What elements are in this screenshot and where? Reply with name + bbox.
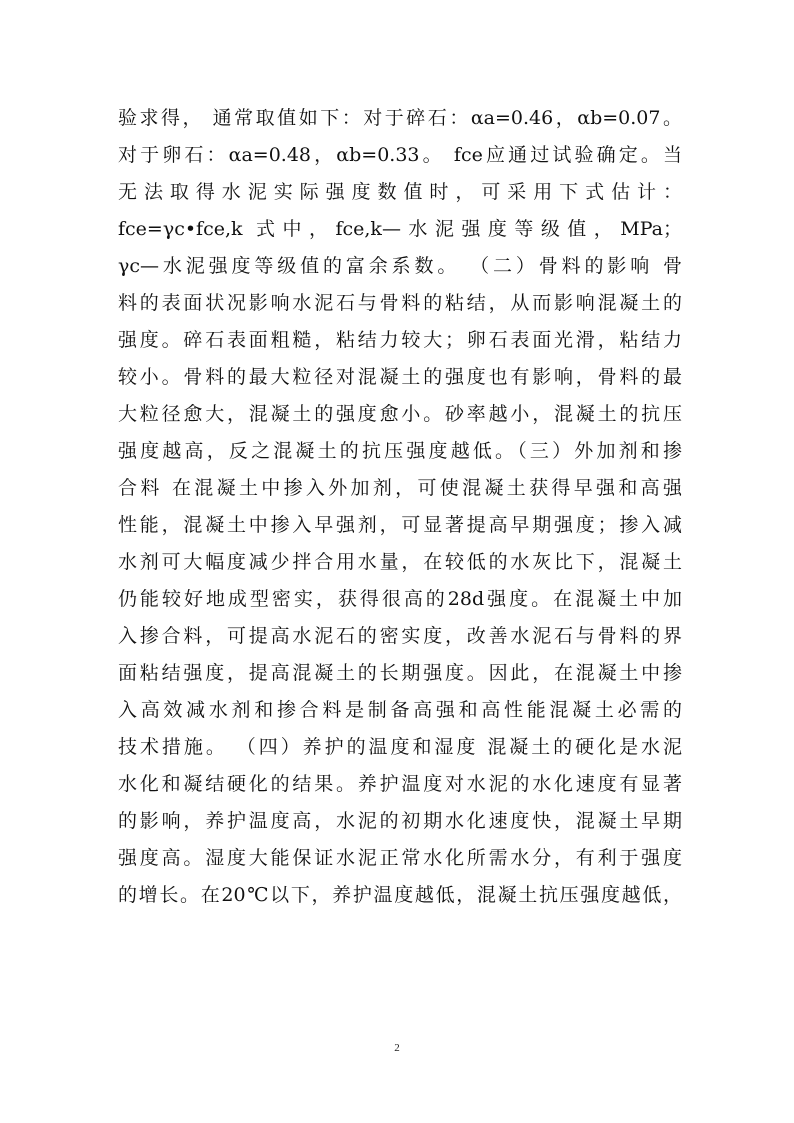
page-number: 2	[394, 1042, 400, 1054]
text-line: 料的表面状况影响水泥石与骨料的粘结，从而影响混凝土的	[118, 292, 682, 314]
text-line: 大粒径愈大，混凝土的强度愈小。砂率越小，混凝土的抗压	[118, 403, 682, 425]
text-line: γc—水泥强度等级值的富余系数。 （二）骨料的影响 骨	[118, 255, 682, 277]
text-line: 合料 在混凝土中掺入外加剂，可使混凝土获得早强和高强	[118, 477, 682, 499]
text-line: 强度。碎石表面粗糙，粘结力较大；卵石表面光滑，粘结力	[118, 329, 682, 351]
body-text	[118, 100, 682, 914]
text-line: 对于卵石：αa=0.48，αb=0.33。 fce应通过试验确定。当	[118, 144, 682, 166]
text-line: fce=γc•fce,k 式中，fce,k—水泥强度等级值，MPa；	[118, 218, 682, 240]
text-line: 入高效减水剂和掺合料是制备高强和高性能混凝土必需的	[118, 699, 682, 721]
text-line: 较小。骨料的最大粒径对混凝土的强度也有影响，骨料的最	[118, 366, 682, 388]
text-line: 验求得， 通常取值如下：对于碎石：αa=0.46，αb=0.07。	[118, 107, 682, 129]
text-line: 水剂可大幅度减少拌合用水量，在较低的水灰比下，混凝土	[118, 551, 682, 573]
text-line: 强度高。湿度大能保证水泥正常水化所需水分，有利于强度	[118, 847, 682, 869]
text-line: 水化和凝结硬化的结果。养护温度对水泥的水化速度有显著	[118, 773, 682, 795]
text-line: 技术措施。 （四）养护的温度和湿度 混凝土的硬化是水泥	[118, 736, 682, 758]
text-line: 的影响，养护温度高，水泥的初期水化速度快，混凝土早期	[118, 810, 682, 832]
text-line: 性能，混凝土中掺入早强剂，可显著提高早期强度；掺入减	[118, 514, 682, 536]
text-line: 仍能较好地成型密实，获得很高的28d强度。在混凝土中加	[118, 588, 682, 610]
text-line: 无法取得水泥实际强度数值时，可采用下式估计：	[118, 181, 682, 203]
text-line: 的增长。在20℃以下，养护温度越低，混凝土抗压强度越低，	[118, 884, 682, 906]
text-line: 面粘结强度，提高混凝土的长期强度。因此，在混凝土中掺	[118, 662, 682, 684]
text-line: 入掺合料，可提高水泥石的密实度，改善水泥石与骨料的界	[118, 625, 682, 647]
text-line: 强度越高，反之混凝土的抗压强度越低。（三）外加剂和掺	[118, 440, 682, 462]
